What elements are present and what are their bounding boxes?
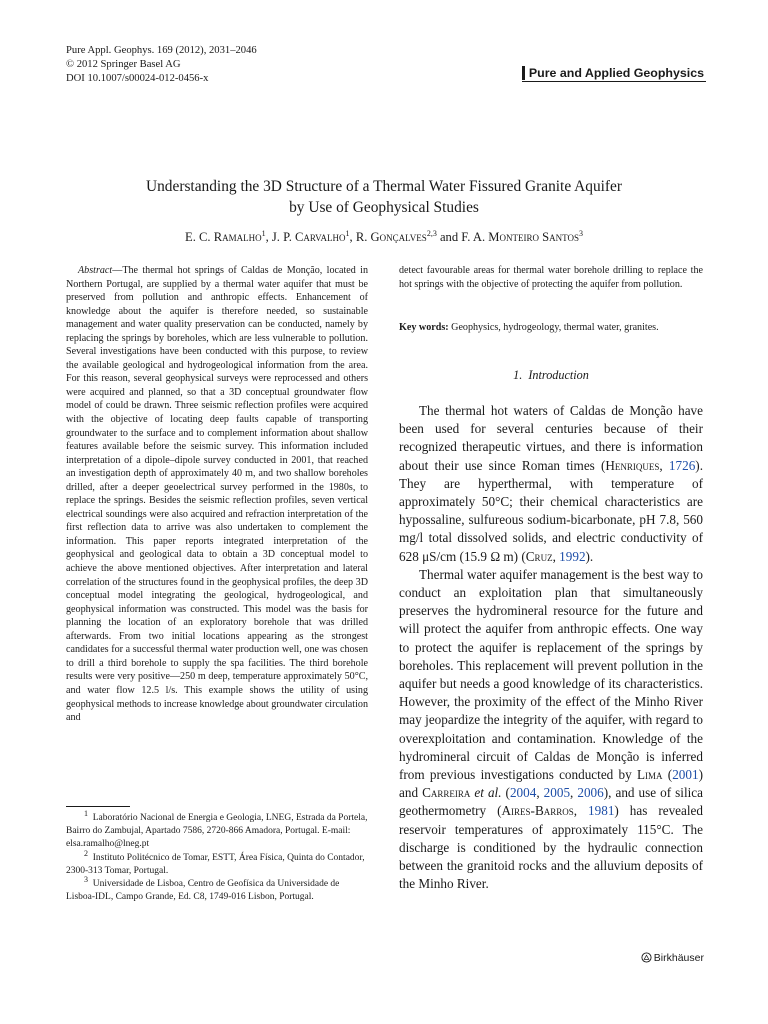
affiliation-marker: 3 (578, 228, 583, 238)
affiliation-marker: 2,3 (426, 228, 437, 238)
footnote-number: 1 (84, 808, 88, 818)
citation-link[interactable]: 1726 (668, 457, 696, 473)
footnote: $^1$ Laboratório Nacional de Energia e Geologia, LNEG, Estrada da Portela, Bairro do Zambujal, Apartado 7586, 2720-866 Amadora, Portugal. E-mail: elsa.ramalho@lneg.pt (66, 808, 368, 850)
section-heading (399, 368, 703, 383)
author: R. Gonçalves$^{2,3}$ and (355, 228, 462, 244)
citation-name: Henriques (605, 457, 660, 473)
footnote-number: 3 (84, 874, 88, 884)
citation-link[interactable]: 1992 (559, 548, 586, 564)
keywords-label: Key words: (399, 322, 449, 333)
citation-name: Lima (636, 767, 663, 783)
paper-title (60, 176, 708, 218)
publisher-logo (641, 952, 704, 964)
citation-link[interactable]: 2001 (672, 767, 699, 783)
affiliation-marker: 1 (261, 228, 266, 238)
citation-link[interactable]: 2004 (509, 785, 537, 801)
author-surname: Gonçalves (370, 230, 427, 244)
title-line-2: by Use of Geophysical Studies (289, 199, 479, 216)
intro-paragraph-2: Thermal water aquifer management is the best way to conduct an exploitation plan that simultaneously preserves the hydromineral resource for the future and will protect the aquifer from anthropic effects. One way to protect the aquifer is replacement of the springs by boreholes. This replacement will prevent pollution in the aquifer but needs a good knowledge of its characteristics. However, the proximity of the effect of the Minho River may jeopardize the integrity of the aquifer, with regard to overexploitation and contamination. Knowledge of the hydromineral circuit of Caldas de Monção is inferred from previous investigations conducted by Lima (2001) and Carreira et al. (2004, 2005, 2006), and use of silica geothermometry (Aires-Barros, 1981) has revealed reservoir temperatures of approximately 115°C. The discharge is conditioned by the hydraulic connection between the granitoid rocks and the alluvium deposits of the Minho River. (399, 566, 704, 892)
author: E. C. Ramalho$^1$, (185, 228, 272, 244)
citation-link[interactable]: 2005 (543, 785, 571, 801)
affiliation-marker: 1 (345, 228, 350, 238)
copyright-line: © 2012 Springer Basel AG (66, 59, 181, 70)
footnotes (66, 808, 368, 904)
publisher-name: Birkhäuser (653, 952, 704, 964)
footnote-number: 2 (84, 848, 88, 858)
birkhauser-logo-icon (641, 952, 652, 963)
introduction-body (399, 402, 703, 893)
author: F. A. Monteiro Santos$^3$ (461, 228, 583, 244)
intro-paragraph-1: The thermal hot waters of Caldas de Monção have been used for several centuries because of their recognized therapeutic virtues, and there is information about their use since Roman times (Henriques, 1726). They are hyperthermal, with temperature of approximately 50°C; their chemical characteristics are hypossaline, sulfureous sodium-bicarbonate, pH 7.8, 560 mg/l total dissolved solids, and electric conductivity of 628 μS/cm (15.9 Ω m) (Cruz, 1992). (399, 403, 703, 564)
citation-block (66, 44, 257, 86)
author: J. P. Carvalho$^1$, (271, 228, 356, 244)
author-surname: Ramalho (213, 230, 262, 244)
journal-name: Pure and Applied Geophysics (522, 66, 704, 80)
author-surname: Monteiro Santos (488, 230, 579, 244)
citation-link[interactable]: 1981 (588, 803, 615, 819)
abstract-label: Abstract (78, 265, 113, 276)
abstract-continuation: detect favourable areas for thermal water borehole drilling to replace the hot springs with the objective of protecting the aquifer from pollution. (399, 265, 703, 290)
citation-name: Aires-Barros (501, 803, 574, 819)
section-number: 1. (513, 368, 523, 382)
keywords-text: Geophysics, hydrogeology, thermal water, granites. (448, 322, 659, 333)
footnote: $^2$ Instituto Politécnico de Tomar, ESTT, Área Física, Quinta do Contador, 2300-313 Tomar, Portugal. (66, 848, 365, 876)
abstract-text: —The thermal hot springs of Caldas de Monção, located in Northern Portugal, are supplied by a thermal water aquifer that must be preserved from pollution and anthropic effects. Enhancement of knowledge about the aquifer is therefore needed, so sustainable management and water quality preservation can be conducted, namely by replacing the springs by boreholes, which are less vulnerable to pollution. Several investigations have been conducted with this purpose, to review the available geological and hydrogeological information from the area. For this reason, several geophysical surveys were reprocessed and others were acquired and planned, so that a 3D conceptual groundwater flow model of could be drawn. Three seismic reflection profiles were acquired with the objective of locating deep faults capable of transporting groundwater to the surface and to complement information about shallow features available before the seismic survey. This information included interpretation of a dipole–dipole survey conducted in 2001, that reached an investigation depth of approximately 40 m, and two shallow boreholes drilled, after a deeper geoelectrical survey performed in the 1980s, to replace the springs. Besides the seismic reflection profiles, seven vertical electrical soundings were also acquired and refraction interpretation of the first reflection data to arrive was also undertaken to complement the information. This paper reports integrated interpretation of the geophysical and geological data to obtain a 3D conceptual model to achieve the above mentioned objectives. After interpretation and lateral correlation of the structures found in the geophysical profiles, the deep 3D conceptual model integrating the geological, hydrogeological, and geophysical information was constructed. This model was the basis for planning the location of an exploratory borehole that was drilled afterwards. From two initial locations appearing as the strongest candidates for a successful thermal water production well, one was chosen to drill a third borehole to supply the spa facilities. The third borehole results were very positive—250 m deep, temperature approximately 50°C, and water flow 12.5 l/s. This example shows the utility of using geophysical methods to increase knowledge about groundwater circulation and (66, 265, 368, 724)
citation-name: Carreira (422, 785, 471, 801)
keywords (399, 320, 703, 335)
footnote: $^3$ Universidade de Lisboa, Centro de Geofísica da Universidade de Lisboa-IDL, Campo Grande, Ed. C8, 1749-016 Lisbon, Portugal. (66, 874, 340, 903)
journal-citation: Pure Appl. Geophys. 169 (2012), 2031–2046 (66, 45, 257, 56)
section-title: Introduction (528, 368, 589, 382)
citation-link[interactable]: 2006 (577, 785, 604, 801)
title-line-1: Understanding the 3D Structure of a Thermal Water Fissured Granite Aquifer (145, 178, 623, 195)
abstract (66, 264, 368, 725)
author-surname: Carvalho (295, 230, 346, 244)
citation-name: Cruz (525, 548, 553, 564)
footnote-rule (66, 806, 130, 807)
doi-line: DOI 10.1007/s00024-012-0456-x (66, 73, 209, 84)
author-list (60, 230, 708, 245)
